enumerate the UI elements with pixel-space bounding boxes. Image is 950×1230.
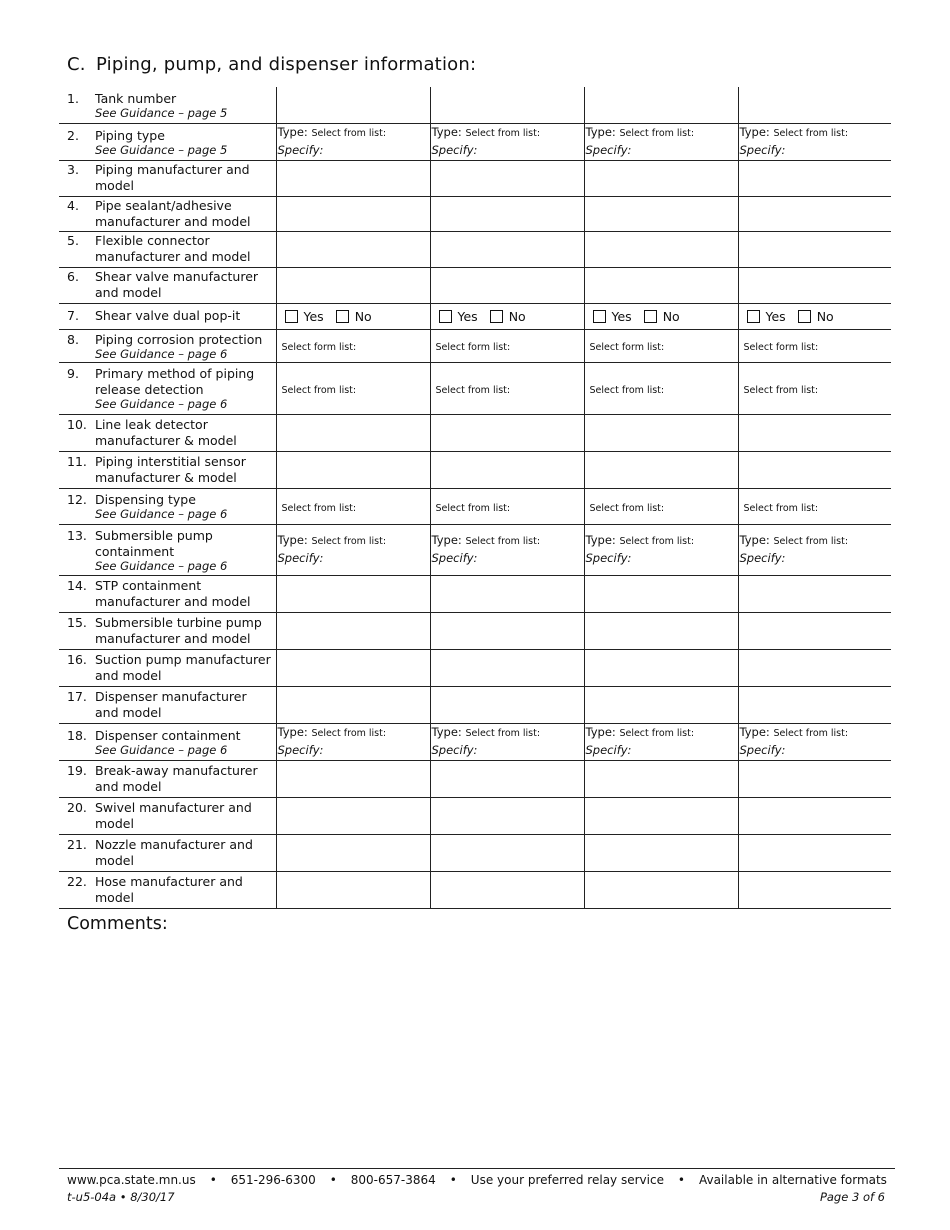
footer-doc-line xyxy=(67,1190,885,1204)
select-field[interactable] xyxy=(430,488,584,524)
text-field[interactable] xyxy=(738,649,891,686)
yes-checkbox[interactable] xyxy=(593,310,606,323)
no-checkbox[interactable] xyxy=(798,310,811,323)
footer-contact-line xyxy=(67,1173,887,1187)
text-field[interactable] xyxy=(738,760,891,797)
row-number: 11. xyxy=(67,453,87,469)
yes-no-field xyxy=(738,303,891,329)
text-field[interactable] xyxy=(430,87,584,123)
table-row xyxy=(59,160,891,196)
type-label: Type: xyxy=(585,533,616,547)
text-field[interactable] xyxy=(584,760,738,797)
text-field[interactable] xyxy=(430,760,584,797)
text-field[interactable] xyxy=(276,797,430,834)
row-number: 14. xyxy=(67,577,87,593)
row-label-cell xyxy=(59,524,276,575)
type-specify-field[interactable] xyxy=(738,723,891,760)
yes-label: Yes xyxy=(303,308,324,324)
footer-bullet: • xyxy=(329,1173,337,1187)
row-label: Shear valve manufacturer and model xyxy=(95,269,259,300)
select-field[interactable] xyxy=(276,362,430,414)
text-field[interactable] xyxy=(738,612,891,649)
row-number: 17. xyxy=(67,688,87,704)
text-field[interactable] xyxy=(276,612,430,649)
row-number: 16. xyxy=(67,651,87,667)
type-specify-field[interactable] xyxy=(738,524,891,575)
footer-website[interactable]: www.pca.state.mn.us xyxy=(67,1173,196,1187)
type-select[interactable]: Select from list: xyxy=(773,536,849,547)
text-field[interactable] xyxy=(738,414,891,451)
table-row xyxy=(59,524,891,575)
yes-label: Yes xyxy=(457,308,478,324)
yes-label: Yes xyxy=(765,308,786,324)
row-label: Tank number xyxy=(95,90,177,106)
footer-bullet: • xyxy=(677,1173,685,1187)
text-field[interactable] xyxy=(584,686,738,723)
select-placeholder[interactable]: Select form list: xyxy=(281,342,357,353)
text-field[interactable] xyxy=(430,160,584,196)
text-field[interactable] xyxy=(738,231,891,267)
text-field[interactable] xyxy=(276,834,430,871)
text-field[interactable] xyxy=(276,196,430,231)
type-label: Type: xyxy=(585,125,616,139)
text-field[interactable] xyxy=(430,649,584,686)
text-field[interactable] xyxy=(738,160,891,196)
text-field[interactable] xyxy=(584,871,738,908)
text-field[interactable] xyxy=(738,797,891,834)
type-specify-field[interactable] xyxy=(584,524,738,575)
select-placeholder[interactable]: Select from list: xyxy=(589,502,665,514)
table-row xyxy=(59,488,891,524)
row-label: Flexible connector manufacturer and model xyxy=(95,233,251,264)
row-number: 20. xyxy=(67,799,87,815)
text-field[interactable] xyxy=(430,797,584,834)
select-field[interactable] xyxy=(584,488,738,524)
text-field[interactable] xyxy=(430,575,584,612)
row-label: Dispenser manufacturer and model xyxy=(95,688,247,720)
type-specify-field[interactable] xyxy=(430,123,584,160)
type-specify-field[interactable] xyxy=(584,723,738,760)
type-label: Type: xyxy=(277,725,308,739)
text-field[interactable] xyxy=(584,834,738,871)
type-specify-field[interactable] xyxy=(738,123,891,160)
footer-relay: Use your preferred relay service xyxy=(470,1173,664,1187)
type-label: Type: xyxy=(739,125,770,139)
text-field[interactable] xyxy=(738,686,891,723)
row-label: Line leak detector manufacturer & model xyxy=(95,416,237,448)
no-checkbox[interactable] xyxy=(336,310,349,323)
specify-label: Specify: xyxy=(277,743,324,757)
footer-bullet: • xyxy=(119,1190,127,1204)
type-specify-field[interactable] xyxy=(584,123,738,160)
table-row xyxy=(59,329,891,362)
table-row xyxy=(59,196,891,231)
row-label: Suction pump manufacturer and model xyxy=(95,651,271,683)
row-label-cell xyxy=(59,196,276,231)
text-field[interactable] xyxy=(276,686,430,723)
select-placeholder[interactable]: Select from list: xyxy=(435,384,511,396)
table-row xyxy=(59,414,891,451)
row-label-cell xyxy=(59,723,276,760)
footer-alt-formats: Available in alternative formats xyxy=(698,1173,887,1187)
row-number: 22. xyxy=(67,873,87,889)
row-number: 13. xyxy=(67,527,87,543)
no-label: No xyxy=(354,308,372,324)
row-label-cell xyxy=(59,414,276,451)
type-specify-field[interactable] xyxy=(430,524,584,575)
specify-label: Specify: xyxy=(585,143,632,157)
footer-bullet: • xyxy=(209,1173,217,1187)
select-field[interactable] xyxy=(738,329,891,362)
row-label: Piping corrosion protection xyxy=(95,331,263,347)
select-field[interactable] xyxy=(738,488,891,524)
table-row xyxy=(59,760,891,797)
specify-label: Specify: xyxy=(431,551,478,565)
footer-bullet: • xyxy=(449,1173,457,1187)
select-field[interactable] xyxy=(430,329,584,362)
row-guidance: See Guidance – page 6 xyxy=(95,346,228,361)
type-specify-field[interactable] xyxy=(276,723,430,760)
yes-checkbox[interactable] xyxy=(285,310,298,323)
type-select[interactable]: Select from list: xyxy=(311,128,387,139)
row-number: 4. xyxy=(67,197,79,213)
row-label: Hose manufacturer and model xyxy=(95,873,243,905)
text-field[interactable] xyxy=(276,575,430,612)
table-row xyxy=(59,612,891,649)
row-label-cell xyxy=(59,231,276,267)
table-row xyxy=(59,575,891,612)
text-field[interactable] xyxy=(276,451,430,488)
text-field[interactable] xyxy=(276,760,430,797)
row-label: Nozzle manufacturer and model xyxy=(95,836,253,868)
text-field[interactable] xyxy=(584,575,738,612)
row-number: 12. xyxy=(67,492,87,507)
text-field[interactable] xyxy=(276,87,430,123)
row-number: 2. xyxy=(67,127,79,143)
footer-page-number: Page 3 of 6 xyxy=(819,1190,885,1204)
section-letter: C. xyxy=(67,54,86,75)
text-field[interactable] xyxy=(430,834,584,871)
type-label: Type: xyxy=(585,725,616,739)
select-field[interactable] xyxy=(584,362,738,414)
yes-no-field xyxy=(584,303,738,329)
select-placeholder[interactable]: Select form list: xyxy=(743,342,819,353)
text-field[interactable] xyxy=(276,231,430,267)
row-label-cell xyxy=(59,686,276,723)
row-number: 15. xyxy=(67,614,87,630)
specify-label: Specify: xyxy=(585,551,632,565)
select-field[interactable] xyxy=(584,329,738,362)
row-label: Piping manufacturer and model xyxy=(95,162,250,193)
text-field[interactable] xyxy=(584,87,738,123)
row-label: Dispensing type xyxy=(95,492,196,507)
specify-label: Specify: xyxy=(585,743,632,757)
type-label: Type: xyxy=(277,533,308,547)
table-row xyxy=(59,834,891,871)
select-field[interactable] xyxy=(276,329,430,362)
table-row xyxy=(59,451,891,488)
text-field[interactable] xyxy=(276,871,430,908)
section-title xyxy=(67,54,476,75)
row-number: 21. xyxy=(67,836,87,852)
section-title-text: Piping, pump, and dispenser information: xyxy=(96,54,477,75)
type-select[interactable]: Select from list: xyxy=(465,128,541,139)
row-label: Primary method of piping release detection xyxy=(95,366,255,397)
specify-label: Specify: xyxy=(431,743,478,757)
footer-phone-local: 651-296-6300 xyxy=(230,1173,316,1187)
text-field[interactable] xyxy=(430,871,584,908)
row-label: STP containment manufacturer and model xyxy=(95,577,251,609)
type-label: Type: xyxy=(431,125,462,139)
row-number: 1. xyxy=(67,90,79,106)
text-field[interactable] xyxy=(584,160,738,196)
text-field[interactable] xyxy=(584,414,738,451)
row-label-cell xyxy=(59,612,276,649)
row-label-cell xyxy=(59,362,276,414)
row-guidance: See Guidance – page 6 xyxy=(95,397,228,411)
row-number: 3. xyxy=(67,162,79,177)
row-number: 10. xyxy=(67,416,87,432)
text-field[interactable] xyxy=(584,196,738,231)
text-field[interactable] xyxy=(276,649,430,686)
type-select[interactable]: Select from list: xyxy=(773,128,849,139)
no-checkbox[interactable] xyxy=(644,310,657,323)
row-label-cell xyxy=(59,303,276,329)
specify-label: Specify: xyxy=(739,143,786,157)
row-label: Submersible pump containment xyxy=(95,527,213,559)
yes-label: Yes xyxy=(611,308,632,324)
text-field[interactable] xyxy=(430,267,584,303)
text-field[interactable] xyxy=(584,797,738,834)
text-field[interactable] xyxy=(738,451,891,488)
row-number: 9. xyxy=(67,366,79,381)
text-field[interactable] xyxy=(738,575,891,612)
text-field[interactable] xyxy=(430,196,584,231)
type-select[interactable]: Select from list: xyxy=(619,128,695,139)
type-select[interactable]: Select from list: xyxy=(773,728,849,739)
type-specify-field[interactable] xyxy=(430,723,584,760)
row-guidance: See Guidance – page 6 xyxy=(95,507,228,521)
select-placeholder[interactable]: Select from list: xyxy=(281,502,357,514)
table-row xyxy=(59,231,891,267)
text-field[interactable] xyxy=(430,686,584,723)
specify-label: Specify: xyxy=(739,551,786,565)
text-field[interactable] xyxy=(584,612,738,649)
row-guidance: See Guidance – page 5 xyxy=(95,142,228,157)
select-placeholder[interactable]: Select from list: xyxy=(281,384,357,396)
row-label-cell xyxy=(59,267,276,303)
yes-no-field xyxy=(430,303,584,329)
select-placeholder[interactable]: Select from list: xyxy=(589,384,665,396)
piping-pump-dispenser-table xyxy=(59,87,891,909)
text-field[interactable] xyxy=(430,451,584,488)
table-row xyxy=(59,871,891,908)
text-field[interactable] xyxy=(584,451,738,488)
row-guidance: See Guidance – page 6 xyxy=(95,742,228,757)
table-row xyxy=(59,723,891,760)
row-label-cell xyxy=(59,87,276,123)
yes-checkbox[interactable] xyxy=(439,310,452,323)
row-guidance: See Guidance – page 6 xyxy=(95,558,228,573)
row-label: Piping type xyxy=(95,127,165,143)
no-label: No xyxy=(662,308,680,324)
yes-checkbox[interactable] xyxy=(747,310,760,323)
footer-phone-tollfree: 800-657-3864 xyxy=(350,1173,436,1187)
select-field[interactable] xyxy=(276,488,430,524)
text-field[interactable] xyxy=(430,231,584,267)
table-row xyxy=(59,303,891,329)
text-field[interactable] xyxy=(430,612,584,649)
table-row xyxy=(59,123,891,160)
row-label-cell xyxy=(59,451,276,488)
row-number: 18. xyxy=(67,727,87,743)
row-guidance: See Guidance – page 5 xyxy=(95,105,228,120)
no-checkbox[interactable] xyxy=(490,310,503,323)
type-select[interactable]: Select from list: xyxy=(311,536,387,547)
row-number: 6. xyxy=(67,269,79,284)
type-specify-field[interactable] xyxy=(276,524,430,575)
table-row xyxy=(59,87,891,123)
row-label-cell xyxy=(59,329,276,362)
type-label: Type: xyxy=(431,725,462,739)
footer-doc-id: t-u5-04a xyxy=(67,1190,117,1204)
select-placeholder[interactable]: Select form list: xyxy=(589,342,665,353)
text-field[interactable] xyxy=(738,871,891,908)
row-number: 8. xyxy=(67,331,79,347)
table-row xyxy=(59,649,891,686)
footer-divider xyxy=(59,1168,895,1169)
select-placeholder[interactable]: Select form list: xyxy=(435,342,511,353)
text-field[interactable] xyxy=(430,414,584,451)
table-row xyxy=(59,797,891,834)
row-label: Break-away manufacturer and model xyxy=(95,762,258,794)
footer-date: 8/30/17 xyxy=(130,1190,175,1204)
type-select[interactable]: Select from list: xyxy=(619,536,695,547)
table-row xyxy=(59,362,891,414)
row-label-cell xyxy=(59,123,276,160)
row-label: Submersible turbine pump manufacturer and model xyxy=(95,614,262,646)
text-field[interactable] xyxy=(738,87,891,123)
type-label: Type: xyxy=(277,125,308,139)
yes-no-field xyxy=(276,303,430,329)
row-label-cell xyxy=(59,871,276,908)
type-select[interactable]: Select from list: xyxy=(311,728,387,739)
text-field[interactable] xyxy=(738,196,891,231)
no-label: No xyxy=(816,308,834,324)
row-label-cell xyxy=(59,160,276,196)
text-field[interactable] xyxy=(738,267,891,303)
text-field[interactable] xyxy=(738,834,891,871)
footer-doc-id-group xyxy=(67,1190,175,1204)
specify-label: Specify: xyxy=(739,743,786,757)
row-label-cell xyxy=(59,834,276,871)
type-label: Type: xyxy=(739,533,770,547)
table-row xyxy=(59,686,891,723)
select-placeholder[interactable]: Select from list: xyxy=(743,384,819,396)
text-field[interactable] xyxy=(584,649,738,686)
select-placeholder[interactable]: Select from list: xyxy=(743,502,819,514)
text-field[interactable] xyxy=(276,414,430,451)
row-label: Pipe sealant/adhesive manufacturer and model xyxy=(95,197,251,229)
row-label-cell xyxy=(59,760,276,797)
no-label: No xyxy=(508,308,526,324)
specify-label: Specify: xyxy=(277,143,324,157)
type-specify-field[interactable] xyxy=(276,123,430,160)
type-select[interactable]: Select from list: xyxy=(465,536,541,547)
text-field[interactable] xyxy=(276,160,430,196)
select-placeholder[interactable]: Select from list: xyxy=(435,502,511,514)
row-label: Shear valve dual pop-it xyxy=(95,308,241,323)
text-field[interactable] xyxy=(276,267,430,303)
text-field[interactable] xyxy=(584,231,738,267)
row-number: 7. xyxy=(67,308,79,323)
row-label: Swivel manufacturer and model xyxy=(95,799,252,831)
type-label: Type: xyxy=(739,725,770,739)
row-label-cell xyxy=(59,797,276,834)
table-row xyxy=(59,267,891,303)
type-select[interactable]: Select from list: xyxy=(619,728,695,739)
row-label-cell xyxy=(59,649,276,686)
text-field[interactable] xyxy=(584,267,738,303)
row-number: 19. xyxy=(67,762,87,778)
row-number: 5. xyxy=(67,233,79,248)
type-select[interactable]: Select from list: xyxy=(465,728,541,739)
row-label: Piping interstitial sensor manufacturer & model xyxy=(95,453,246,485)
select-field[interactable] xyxy=(430,362,584,414)
select-field[interactable] xyxy=(738,362,891,414)
comments-label: Comments: xyxy=(67,914,168,934)
type-label: Type: xyxy=(431,533,462,547)
row-label-cell xyxy=(59,488,276,524)
row-label-cell xyxy=(59,575,276,612)
specify-label: Specify: xyxy=(277,551,324,565)
row-label: Dispenser containment xyxy=(95,727,241,743)
specify-label: Specify: xyxy=(431,143,478,157)
